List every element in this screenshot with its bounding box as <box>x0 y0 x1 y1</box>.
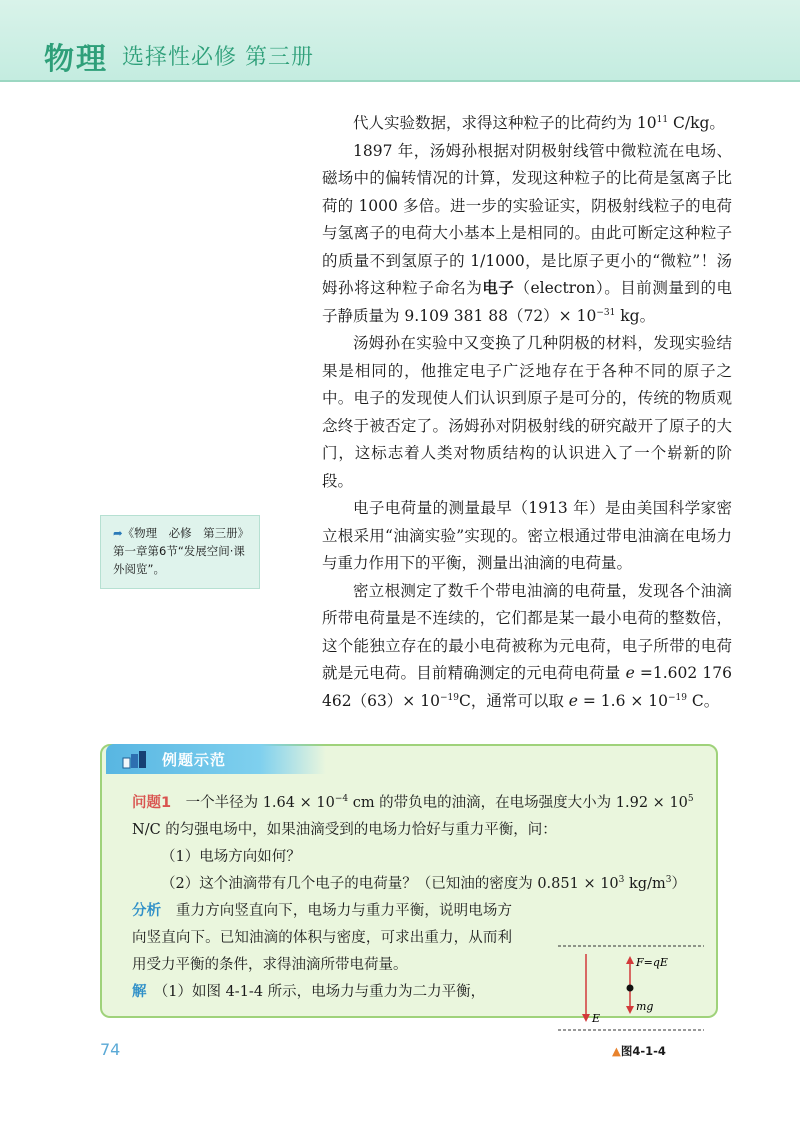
paragraph-2: 1897 年，汤姆孙根据对阴极射线管中微粒流在电场、磁场中的偏转情况的计算，发现这种粒子的比荷是氢离子比荷的 1000 多倍。进一步的实验证实，阴极射线粒子的电荷与氢离子的电荷大小基本上是相同的。由此可断定这种粒子的质量不到氢原子的 1/1000，是比原子更小的“微粒”！汤姆孙将这种粒子命名为电子（electron）。目前测量到的电子静质量为 9.109 381 $88(72)\times 10^{-31}$ kg。 <box>322 141 732 325</box>
paragraph-1: 代人实验数据，求得这种粒子的比荷约为 $10^{11}$ C/kg。 <box>353 114 725 132</box>
page-number: 74 <box>100 1040 121 1059</box>
question-1: （1）电场方向如何？ <box>161 849 301 865</box>
label-field: E <box>592 1012 601 1025</box>
term-electron: 电子 <box>482 279 515 297</box>
force-diagram <box>556 940 706 1036</box>
label-force-down: mg <box>636 1000 654 1013</box>
header-subject: 物理 <box>44 42 108 77</box>
solution: 解 （1）如图 4-1-4 所示，电场力与重力为二力平衡， <box>132 984 486 1000</box>
page-header <box>0 0 800 82</box>
side-note <box>100 515 260 589</box>
solution-label: 解 <box>132 984 147 1000</box>
curved-arrow-icon: ➦ <box>113 526 123 540</box>
problem-1: 问题1 一个半径为 $1.64 \times 10^{-4}$ cm 的带负电的油滴，在电场强度大小为 $1.92 \times 10^5$ N/C 的匀强电场中，如果油滴受到的电场力恰好与重力平衡，问： <box>132 794 694 838</box>
figure-caption: ▲图4-1-4 <box>612 1044 666 1058</box>
triangle-icon: ▲ <box>612 1044 621 1058</box>
side-note-text: 《物理 必修 第三册》第一章第6节“发展空间·课外阅览”。 <box>113 526 250 576</box>
label-force-up: F=qE <box>636 956 668 969</box>
blocks-icon <box>122 750 148 770</box>
example-header <box>106 744 326 774</box>
paragraph-5: 密立根测定了数千个带电油滴的电荷量，发现各个油滴所带电荷量是不连续的，它们都是某一最小电荷的整数倍，这个能独立存在的最小电荷被称为元电荷，电子所带的电荷就是元电荷。目前精确测定的元电荷电荷量 e =1.602 176 $462(63)\times 10^{-19}C$，通常可以取 $e = 1.6 \times 10^{-19}$ C。 <box>322 581 732 710</box>
problem-label: 问题1 <box>132 795 172 811</box>
header-book-title: 选择性必修 第三册 <box>122 45 314 70</box>
main-text <box>322 110 732 715</box>
field-arrow-head <box>582 1014 590 1022</box>
paragraph-4: 电子电荷量的测量最早（1913 年）是由美国科学家密立根采用“油滴实验”实现的。密立根通过带电油滴在电场力与重力作用下的平衡，测量出油滴的电荷量。 <box>322 499 732 572</box>
figure-4-1-4 <box>556 940 706 1058</box>
force-down-arrow-head <box>626 1006 634 1014</box>
question-2: （2）这个油滴带有几个电子的电荷量？（已知油的密度为 $0.851 \times 10^3$ $kg/m^3$） <box>161 875 686 892</box>
example-body <box>132 790 702 1058</box>
paragraph-3: 汤姆孙在实验中又变换了几种阴极的材料，发现实验结果是相同的，他推定电子广泛地存在于各种不同的原子之中。电子的发现使人们认识到原子是可分的，传统的物质观念终于被否定了。汤姆孙对阴极射线的研究敲开了原子的大门，这标志着人类对物质结构的认识进入了一个崭新的阶段。 <box>322 334 732 490</box>
oil-drop <box>627 985 634 992</box>
force-up-arrow-head <box>626 956 634 964</box>
example-title: 例题示范 <box>162 751 227 769</box>
analysis-label: 分析 <box>132 903 162 919</box>
analysis: 分析 重力方向竖直向下，电场力与重力平衡，说明电场方向竖直向下。已知油滴的体积与密度，可求出重力，从而利用受力平衡的条件，求得油滴所带电荷量。 <box>132 903 513 973</box>
